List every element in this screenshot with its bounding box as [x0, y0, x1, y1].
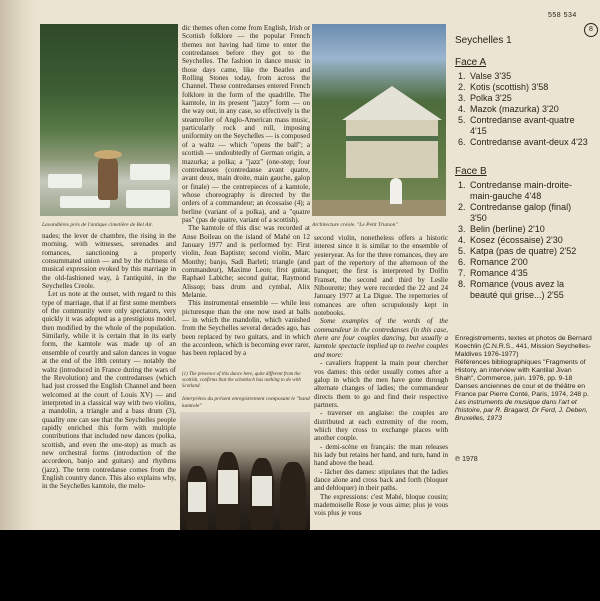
- track-item: [458, 71, 590, 82]
- track-item: [458, 224, 590, 235]
- track-title: Contredanse galop (final) 3'50: [470, 202, 572, 223]
- paragraph: - lâcher des dames: stipulates that the ladies dance alone and cross back and forth (bloquer and debloquer) in their paths.: [314, 467, 448, 493]
- track-item: [458, 279, 590, 301]
- side-a-heading: Face A: [455, 57, 487, 68]
- side-a-tracklist: [458, 71, 590, 148]
- band-photo: [180, 412, 310, 530]
- track-title: Belin (berline) 2'10: [470, 224, 545, 234]
- catalog-number: 558 534: [548, 12, 577, 19]
- track-item: [458, 268, 590, 279]
- track-number: 2.: [458, 202, 466, 212]
- paragraph: This instrumental ensemble — while less picturesque than the one now used at balls — in which the mandolin, which vanished from the Seychelles several decades ago, has been replaced by two guitars, and in which the accordeon, which is becoming ever rarer, has been replaced by a: [182, 299, 310, 358]
- paragraph: Some examples of the words of the commandeur in the contredanses (in this case, there are four couples dancing, but usually a kamtole spectacle implied up to twelve couples and more:: [314, 317, 448, 359]
- album-title: Seychelles 1: [455, 35, 512, 46]
- paragraph: dic themes often come from English, Irish or Scottish folklore — the popular French themes not having had time to enter the contredanses before they got to the Seychelles. The fashion in dance music in those days came, like the Beatles and Rolling Stones today, from across the Channel. These contredanses entered French folklore in the form of the quadrille. The kamtole, in its present "jazzy" form — on the way out, in any case, so effectively is the steamroller of Anglo-American mass music, particularly rock and roll, imposing uniformity on the Seychelles — is composed of a waltz — which "opens the ball"; a scottish — undoubtedly of German origin, a mazurka; a polka; a "jazz" (one-step; four contredanses (contredanse avant quatre, avant deux, main droite, main gauche, galop or finale) — the centrepieces of a kamtole, whose choreography is directed by the orders of a commandeur; an écossaise (4); a berline (variant of a polka), and a "quatre pas" (pas de quatre, variant of a scottish).: [182, 24, 310, 224]
- paragraph: - cavaliers frappent la main pour chercher vos dames: this order usually comes after a galop in which the men have gone through alternate changes of ladies; the commandeur directs them to go and find their respective partners.: [314, 359, 448, 409]
- track-item: [458, 246, 590, 257]
- track-title: Romance (vous avez la beauté qui grise...) 2'55: [470, 279, 565, 300]
- paragraph: Let us note at the outset, with regard to this type of marriage, that if at first some members of the community were only spectators, very quickly it was adopted as a prestigious model, then modified by the whole of the population. Similarly, while it is certain that in its early form, the kamtole was made up of an ensemble of courtly and salon dances in vogue at the end of the 18th century — notably the waltz (introduced in France during the wars of the Revolution) and the contredanses (which had just crossed the English Channel and been welcomed at the court of Louis XV) — and interpreted in a classical way with two violins, a mandolin, a triangle and a bass drum (3), quaality one can see that the Seychelles people rapidly enriched this form with multiple contributions that included new dances (polka, scottish, and even the one-step) as much as new orchestral forms (introduction of the accordeon, banjo and guitars) and rhythms (jazz). The term contredanse comes from the English country dance. This also explains why, in the Seychelles kamtole, the melo-: [42, 290, 176, 491]
- credit-line: Références bibliographiques "Fragments of History, an interview with Kantilal Jivan Shah", Commerce, juin. 1976, pp. 9-18: [455, 359, 586, 382]
- track-number: 8.: [458, 279, 466, 289]
- track-number: 1.: [458, 71, 466, 81]
- track-item: [458, 235, 590, 246]
- track-item: [458, 115, 590, 137]
- credit-line: Danses anciennes de cour et de théâtre en France par Pierre Conté, Paris, 1974, 248 p.: [455, 383, 589, 398]
- track-item: [458, 137, 590, 148]
- track-title: Romance 2'00: [470, 257, 528, 267]
- track-item: [458, 257, 590, 268]
- track-title: Mazok (mazurka) 3'20: [470, 104, 559, 114]
- spine-shadow: [0, 0, 38, 530]
- paragraph: - traverser en anglaise: the couples are distributed at each extremity of the room, which they cross to exchange places with another couple.: [314, 409, 448, 443]
- paragraph: The expressions: c'est Mahé, bloque cousin; mademoiselle Rose je vous aime; plus je vous vois plus je vous: [314, 492, 448, 518]
- footnote: (1) The presence of this dance here, quite different from the scottish, confirms that the schottisch has nothing to do with Scotland.: [182, 372, 301, 389]
- track-number: 5.: [458, 246, 466, 256]
- track-title: Contredanse main-droite-main-gauche 4'48: [470, 180, 573, 201]
- track-number: 6.: [458, 257, 466, 267]
- track-number: 3.: [458, 93, 466, 103]
- track-item: [458, 82, 590, 93]
- track-number: 2.: [458, 82, 466, 92]
- laundry-caption: Lavandières près de l'antique cimetière de Bel Air.: [42, 222, 153, 228]
- house-photo: [312, 24, 446, 216]
- credits: [455, 335, 593, 423]
- text-column-3: [314, 234, 448, 518]
- track-title: Contredanse avant-deux 4'23: [470, 137, 588, 147]
- credit-line: Enregistrements, textes et photos de Bernard Koechlin (C.N.R.S., 441, Mission Seychelles-Maldives 1976-1977): [455, 335, 592, 358]
- track-title: Romance 4'35: [470, 268, 528, 278]
- paragraph: The kamtole of this disc was recorded at Anse Boileau on the island of Mahé on 12 January 1977 and is performed by: First violin, Jean Baptiste; second violin, Marc Monthy; banjo, Sadi Barleti; triangle (and commandeur), Maxime Leon; first guitar, Raphael Labiche; second guitar, Raymond Alissop; bass drum and cymbal, Alix Melanie.: [182, 224, 310, 299]
- track-title: Contredanse avant-quatre 4'15: [470, 115, 575, 136]
- text-column-1: [42, 232, 176, 491]
- track-number: 4.: [458, 235, 466, 245]
- track-number: 1.: [458, 180, 466, 190]
- track-number: 4.: [458, 104, 466, 114]
- track-number: 3.: [458, 224, 466, 234]
- side-b-heading: Face B: [455, 166, 487, 177]
- paragraph: nades; the lever de chambre, the rising in the morning, with witnesses, serenades and romances, sanctioning a properly consummated union — and by the richness of musical expression evoked by this marriage in the old-fashioned way, à l'antiquité, in the Seychelles Creole.: [42, 232, 176, 291]
- track-number: 5.: [458, 115, 466, 125]
- credit-line: Les instruments de musique dans l'art et l'histoire, par R. Bragard, Dr Ferd, J. Deben, Bruxelles, 1973: [455, 399, 588, 422]
- track-number: 7.: [458, 268, 466, 278]
- track-item: [458, 93, 590, 104]
- house-caption: Architecture créole. "Le Petit Trianon": [312, 222, 398, 228]
- side-b-tracklist: [458, 180, 590, 301]
- track-item: [458, 180, 590, 202]
- paragraph: second violin, nonetheless offers a historic interest since it is similar to the ensemble of yesteryear. As for the three romances, they are part of the repertory of the afternoon of the banquet; the first is interpreted by Dolfin Franset, the second and third by Leslie Nibourette; they were recorded the 22 and 24 January 1977 at La Digue. The repertories of romances are often scrupulously kept in notebooks.: [314, 234, 448, 318]
- track-item: [458, 104, 590, 115]
- text-column-2: [182, 24, 310, 358]
- band-caption: Interprètes du présent enregistrement composant le "band kamtole": [182, 396, 310, 409]
- track-title: Katpa (pas de quatre) 2'52: [470, 246, 577, 256]
- track-item: [458, 202, 590, 224]
- copyright: ℗ 1978: [455, 456, 478, 463]
- paragraph: - demi-scène en français: the man releases his lady but retains her hand, and turn, hand in hand above the head.: [314, 442, 448, 468]
- track-title: Polka 3'25: [470, 93, 512, 103]
- laundry-photo: [40, 24, 178, 216]
- track-title: Kotis (scottish) 3'58: [470, 82, 549, 92]
- track-title: Valse 3'35: [470, 71, 512, 81]
- track-title: Kosez (écossaise) 2'30: [470, 235, 563, 245]
- track-number: 6.: [458, 137, 466, 147]
- circle-badge: 8: [584, 23, 598, 37]
